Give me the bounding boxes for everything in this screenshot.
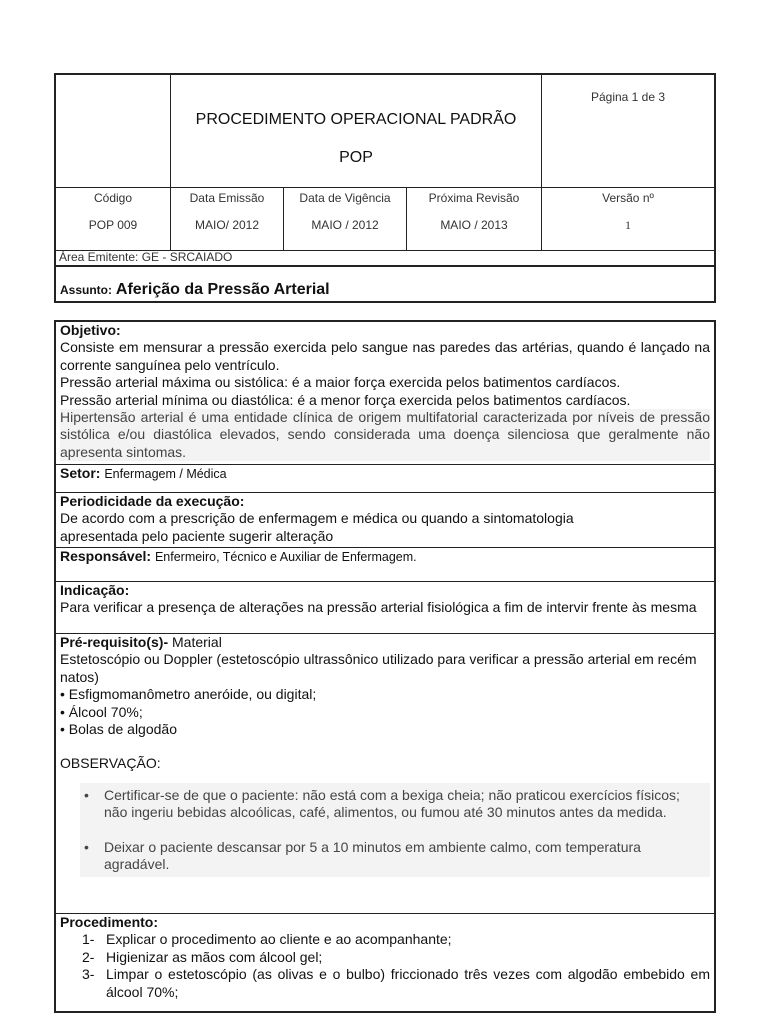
version-cell (542, 188, 714, 251)
next-review-label: Próxima Revisão (428, 191, 520, 205)
code-label: Código (93, 191, 133, 205)
step-number: 3- (82, 966, 95, 983)
step-number: 1- (82, 931, 95, 948)
hypertension-text: Hipertensão arterial é uma entidade clínica de origem multifatorial caracterizada por níveis de pressão sistólica e/ou diastólica elevados, sendo considerada uma doença silenciosa que geralmente não apresenta sintomas. (60, 409, 710, 460)
content-table (54, 320, 716, 1013)
prerequisite-section (56, 634, 714, 914)
responsible-section (56, 548, 714, 582)
objective-section (56, 322, 714, 465)
indication-section (56, 582, 714, 634)
procedure-step (82, 949, 710, 966)
document-subtitle: POP (339, 149, 373, 166)
material-item: • Álcool 70%; (60, 703, 143, 720)
issue-date-cell (171, 188, 284, 251)
title-cell (171, 75, 542, 188)
responsible-label: Responsável: (60, 548, 152, 564)
observation-item: • Certificar-se de que o paciente: não está com a bexiga cheia; não praticou exercícios físicos; não ingeriu bebidas alcoólicas, café, alimentos, ou fumou até 30 minutos antes da medida. (104, 787, 704, 822)
prerequisite-label: Pré-requisito(s)- (60, 634, 169, 650)
procedure-steps (60, 931, 710, 1001)
sector-section (56, 465, 714, 493)
version-label: Versão nº (602, 191, 654, 205)
periodicity-value: De acordo com a prescrição de enfermagem e médica ou quando a sintomatologia apresentada pelo paciente sugerir alteração (60, 510, 574, 544)
code-value: POP 009 (88, 218, 138, 232)
validity-date-label: Data de Vigência (299, 191, 391, 205)
diastolic-text: Pressão arterial mínima ou diastólica: é a menor força exercida pelos batimentos cardíacos. (60, 391, 631, 408)
material-item: • Esfigmomanômetro aneróide, ou digital; (60, 686, 317, 703)
header-table (54, 73, 716, 303)
sector-value: Enfermagem / Médica (104, 467, 227, 481)
step-number: 2- (82, 948, 95, 965)
validity-date-value: MAIO / 2012 (311, 218, 379, 232)
logo-cell (56, 75, 171, 188)
code-cell (56, 188, 171, 251)
subject (60, 281, 330, 299)
sector-label: Setor: (60, 465, 101, 481)
responsible-value: Enfermeiro, Técnico e Auxiliar de Enfermagem. (154, 550, 417, 564)
issue-date-value: MAIO/ 2012 (194, 218, 260, 232)
next-review-value: MAIO / 2013 (440, 218, 508, 232)
procedure-step (82, 931, 710, 948)
next-review-cell (407, 188, 542, 251)
observation-label: OBSERVAÇÃO: (60, 755, 161, 772)
systolic-text: Pressão arterial máxima ou sistólica: é a maior força exercida pelos batimentos cardíacos. (60, 374, 621, 391)
procedure-section (56, 914, 714, 1011)
subject-value: Aferição da Pressão Arterial (115, 281, 330, 298)
step-text: Explicar o procedimento ao cliente e ao acompanhante; (106, 931, 452, 948)
indication-label: Indicação: (60, 582, 130, 598)
observation-item: • Deixar o paciente descansar por 5 a 10 minutos em ambiente calmo, com temperatura agradável. (104, 839, 704, 874)
step-text: Limpar o estetoscópio (as olivas e o bulbo) friccionado três vezes com algodão embebido em álcool 70%; (106, 966, 710, 1000)
area-emitente: Área Emitente: GE - SRCAIADO (56, 251, 714, 267)
objective-text: Consiste em mensurar a pressão exercida pelo sangue nas paredes das artérias, quando é lançado na corrente sanguínea pelo ventrículo. (60, 339, 710, 373)
periodicity-label: Periodicidade da execução: (60, 493, 245, 509)
procedure-label: Procedimento: (60, 914, 159, 930)
material-item: • Bolas de algodão (60, 721, 177, 738)
prerequisite-intro: Estetoscópio ou Doppler (estetoscópio ultrassônico utilizado para verificar a pressão arterial em recém natos) (60, 651, 697, 685)
issue-date-label: Data Emissão (189, 191, 265, 205)
version-value: 1 (625, 218, 631, 232)
page-number: Página 1 de 3 (590, 90, 666, 104)
observation-list (80, 783, 710, 878)
periodicity-section (56, 493, 714, 548)
indication-value: Para verificar a presença de alterações na pressão arterial fisiológica a fim de intervir frente às mesma (60, 599, 697, 616)
step-text: Higienizar as mãos com álcool gel; (106, 948, 323, 965)
page-cell (542, 75, 714, 188)
document-title: PROCEDIMENTO OPERACIONAL PADRÃO (195, 111, 517, 128)
prerequisite-sublabel: Material (172, 634, 222, 650)
procedure-step (82, 966, 710, 1001)
subject-label: Assunto: (60, 283, 112, 297)
validity-date-cell (284, 188, 407, 251)
objective-label: Objetivo: (60, 322, 121, 338)
